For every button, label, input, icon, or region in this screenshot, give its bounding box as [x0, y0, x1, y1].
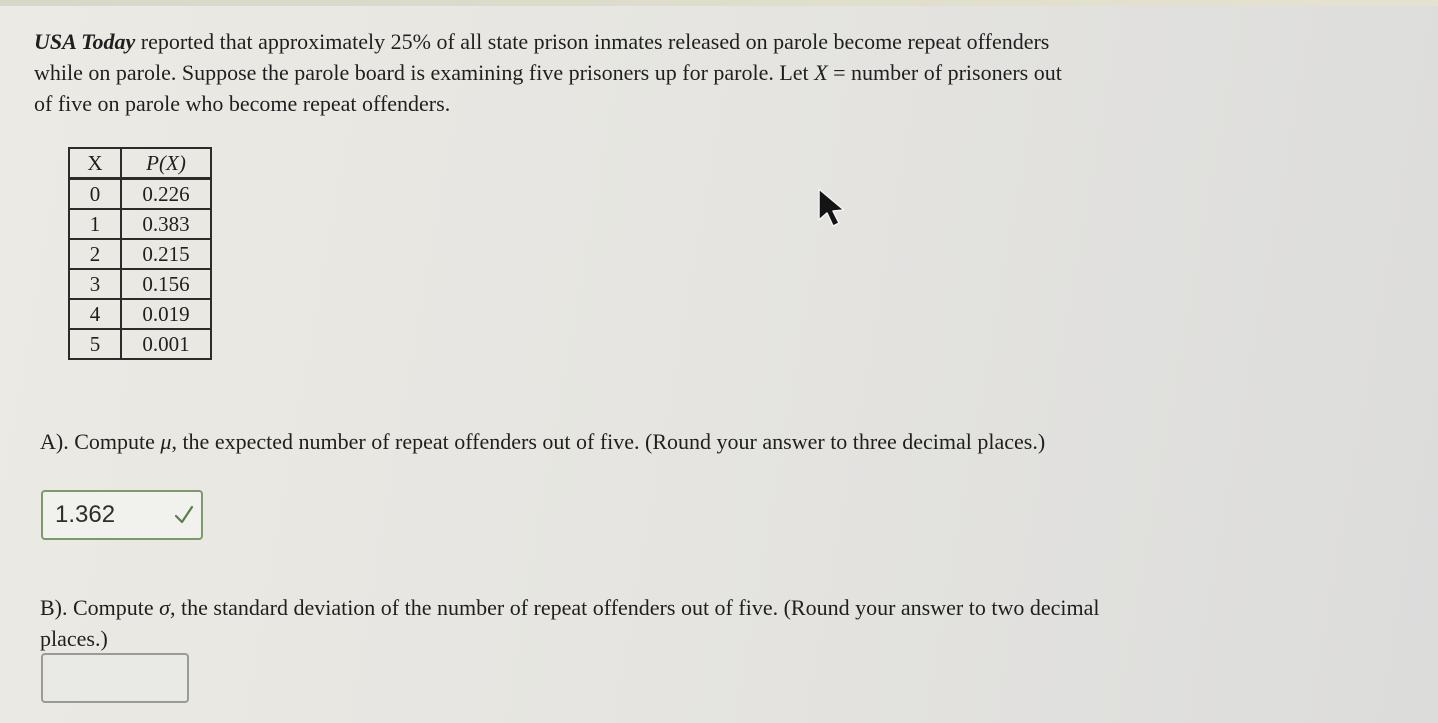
table-row — [69, 299, 211, 329]
table-row — [69, 209, 211, 239]
cell-p: 0.019 — [121, 299, 211, 329]
cell-x: 1 — [69, 209, 121, 239]
cell-p: 0.001 — [121, 329, 211, 359]
answer-a-value: 1.362 — [55, 501, 116, 528]
cell-x: 0 — [69, 179, 121, 210]
variable-x: X — [814, 60, 828, 85]
answer-b-input[interactable] — [41, 653, 189, 703]
cell-p: 0.215 — [121, 239, 211, 269]
problem-statement — [34, 26, 1084, 119]
header-x: X — [69, 148, 121, 179]
sigma-symbol: σ — [159, 595, 171, 620]
answer-a-input[interactable] — [41, 490, 203, 540]
mu-symbol: μ — [160, 429, 172, 454]
table-row — [69, 239, 211, 269]
probability-table — [68, 147, 212, 360]
mouse-cursor-icon — [816, 186, 850, 230]
table-row — [69, 179, 211, 210]
cell-x: 3 — [69, 269, 121, 299]
cell-x: 5 — [69, 329, 121, 359]
question-a: A). Compute μ, the expected number of repeat offenders out of five. (Round your answer to three decimal places.) — [40, 429, 1046, 454]
cell-p: 0.226 — [121, 179, 211, 210]
problem-text-1: reported that approximately 25% of all state prison inmates released on parole become repeat offenders while on parole. Suppose the parole board is examining five prisoners up for parole. Let — [34, 29, 1050, 85]
cell-p: 0.383 — [121, 209, 211, 239]
source-name: USA Today — [34, 29, 136, 54]
table-header-row — [69, 148, 211, 179]
header-px: P(X) — [121, 148, 211, 179]
cell-x: 2 — [69, 239, 121, 269]
problem-text-2: = number of prisoners out of five on parole who become repeat offenders. — [34, 60, 1062, 116]
table-row — [69, 269, 211, 299]
top-strip — [0, 0, 1438, 6]
table-row — [69, 329, 211, 359]
cell-p: 0.156 — [121, 269, 211, 299]
checkmark-icon — [173, 502, 195, 526]
question-b: B). Compute σ, the standard deviation of the number of repeat offenders out of five. (Round your answer to two decimal places.) — [40, 595, 1100, 651]
cell-x: 4 — [69, 299, 121, 329]
